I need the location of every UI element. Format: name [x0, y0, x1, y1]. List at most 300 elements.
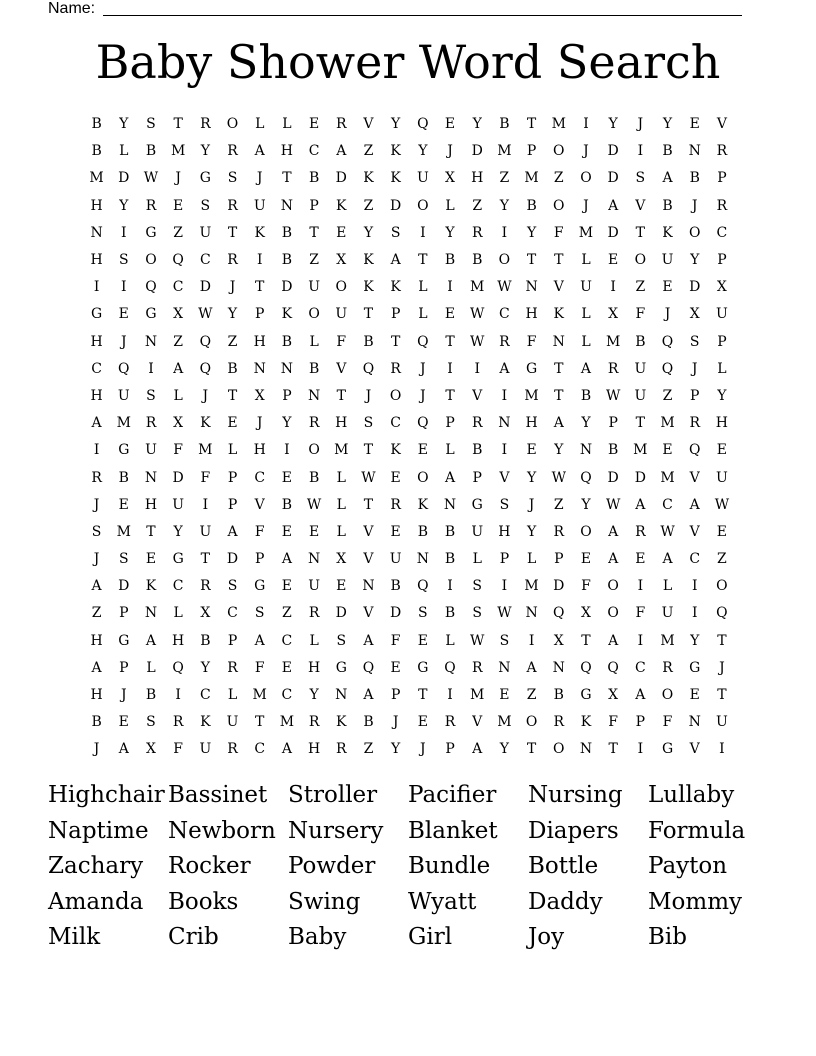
- grid-letter: Z: [91, 605, 102, 622]
- grid-letter: I: [719, 741, 725, 758]
- grid-letter: B: [145, 687, 157, 704]
- grid-letter: L: [173, 387, 183, 404]
- grid-letter: N: [552, 333, 565, 350]
- grid-letter: J: [93, 496, 100, 513]
- grid-row: [83, 492, 736, 519]
- grid-letter: F: [608, 714, 619, 731]
- grid-letter: B: [308, 360, 320, 377]
- word-list-item: Powder: [288, 853, 376, 880]
- grid-letter: Z: [717, 551, 727, 568]
- grid-letter: A: [526, 659, 537, 676]
- grid-letter: E: [390, 659, 401, 676]
- grid-letter: R: [227, 741, 238, 758]
- grid-letter: K: [200, 714, 211, 731]
- grid-letter: B: [499, 116, 510, 133]
- grid-letter: H: [172, 632, 185, 649]
- grid-letter: N: [552, 659, 565, 676]
- grid-letter: X: [145, 741, 156, 758]
- grid-letter: P: [608, 415, 618, 432]
- grid-letter: N: [579, 442, 593, 459]
- grid-letter: Z: [173, 224, 184, 241]
- grid-letter: T: [526, 741, 537, 758]
- grid-row: [83, 193, 736, 220]
- letter-grid: [83, 111, 736, 764]
- grid-letter: D: [634, 469, 646, 486]
- word-list-item: Lullaby: [648, 782, 735, 808]
- grid-row: [83, 220, 736, 247]
- grid-letter: I: [528, 632, 535, 649]
- grid-letter: G: [145, 224, 157, 241]
- grid-letter: C: [281, 687, 293, 704]
- grid-letter: E: [580, 551, 592, 568]
- grid-letter: N: [498, 415, 511, 432]
- grid-letter: D: [553, 578, 565, 595]
- grid-letter: T: [363, 306, 374, 323]
- word-list-item: Mommy: [648, 888, 743, 915]
- grid-letter: L: [282, 116, 292, 133]
- grid-letter: T: [418, 252, 428, 269]
- grid-letter: H: [253, 333, 266, 350]
- grid-letter: C: [199, 687, 211, 704]
- grid-letter: R: [336, 741, 347, 758]
- grid-letter: Q: [580, 659, 592, 676]
- grid-letter: Q: [607, 659, 619, 676]
- grid-letter: P: [717, 170, 727, 187]
- grid-letter: U: [634, 360, 647, 377]
- grid-letter: A: [254, 143, 265, 160]
- grid-letter: T: [445, 333, 455, 350]
- grid-letter: K: [363, 279, 374, 296]
- grid-letter: H: [280, 143, 294, 160]
- grid-row: [83, 573, 736, 600]
- grid-letter: J: [637, 116, 644, 133]
- grid-letter: H: [715, 415, 729, 432]
- grid-letter: I: [691, 578, 698, 595]
- grid-letter: B: [526, 197, 537, 214]
- grid-letter: O: [553, 741, 565, 758]
- grid-letter: E: [281, 469, 293, 486]
- grid-letter: D: [607, 469, 619, 486]
- grid-letter: A: [173, 360, 184, 377]
- grid-letter: U: [716, 469, 728, 486]
- grid-letter: A: [472, 741, 483, 758]
- grid-letter: C: [308, 143, 320, 160]
- grid-letter: D: [226, 551, 239, 568]
- grid-letter: B: [444, 551, 456, 568]
- grid-letter: R: [91, 469, 102, 486]
- grid-row: [83, 600, 736, 627]
- grid-letter: Y: [200, 659, 210, 676]
- grid-letter: M: [524, 170, 539, 187]
- grid-letter: O: [634, 252, 647, 269]
- word-list-item: Blanket: [408, 817, 498, 844]
- grid-letter: G: [580, 687, 592, 704]
- grid-letter: Q: [444, 659, 456, 676]
- grid-letter: T: [635, 224, 646, 241]
- grid-letter: B: [200, 632, 211, 649]
- grid-letter: Y: [282, 415, 292, 432]
- grid-letter: D: [118, 170, 130, 187]
- grid-letter: O: [335, 279, 348, 296]
- grid-letter: W: [660, 523, 675, 540]
- grid-letter: X: [608, 306, 619, 323]
- grid-letter: X: [336, 551, 347, 568]
- grid-letter: B: [227, 360, 238, 377]
- grid-letter: F: [254, 659, 265, 676]
- grid-letter: O: [688, 224, 701, 241]
- grid-letter: B: [417, 523, 428, 540]
- grid-letter: L: [717, 360, 727, 377]
- name-field[interactable]: [48, 0, 742, 18]
- grid-letter: S: [472, 605, 483, 622]
- grid-letter: V: [716, 116, 727, 133]
- grid-letter: J: [229, 279, 236, 296]
- grid-letter: E: [444, 306, 456, 323]
- grid-letter: K: [662, 224, 673, 241]
- grid-letter: T: [554, 360, 564, 377]
- grid-letter: I: [691, 605, 698, 622]
- grid-letter: J: [120, 687, 127, 704]
- grid-letter: C: [499, 306, 510, 323]
- grid-letter: Q: [199, 360, 212, 377]
- grid-letter: A: [689, 496, 700, 513]
- grid-letter: K: [145, 578, 157, 595]
- grid-letter: T: [173, 116, 183, 133]
- grid-letter: R: [607, 360, 619, 377]
- grid-row: [83, 655, 736, 682]
- grid-letter: Y: [173, 523, 183, 540]
- grid-letter: H: [90, 333, 103, 350]
- grid-letter: X: [200, 605, 211, 622]
- grid-letter: J: [691, 360, 698, 377]
- grid-letter: P: [227, 469, 238, 486]
- word-list-item: Girl: [408, 924, 453, 951]
- grid-letter: U: [253, 197, 266, 214]
- grid-letter: J: [256, 415, 263, 432]
- grid-letter: A: [281, 741, 292, 758]
- grid-row: [83, 709, 736, 736]
- grid-letter: E: [281, 523, 293, 540]
- grid-letter: K: [363, 252, 374, 269]
- word-list-item: Nursery: [288, 817, 384, 844]
- grid-letter: A: [608, 197, 619, 214]
- grid-letter: D: [199, 279, 211, 296]
- grid-letter: N: [144, 469, 158, 486]
- word-list-item: Bassinet: [168, 782, 268, 808]
- grid-letter: R: [471, 659, 483, 676]
- grid-letter: Y: [445, 224, 455, 241]
- grid-letter: A: [145, 632, 157, 649]
- grid-letter: G: [689, 659, 701, 676]
- grid-row: [83, 464, 736, 491]
- grid-row: [83, 274, 736, 301]
- grid-letter: Y: [391, 116, 401, 133]
- word-list-item: Wyatt: [408, 888, 477, 915]
- grid-letter: L: [255, 116, 265, 133]
- grid-letter: W: [714, 496, 730, 513]
- grid-letter: L: [309, 333, 319, 350]
- grid-letter: J: [365, 387, 372, 404]
- grid-letter: E: [281, 659, 293, 676]
- grid-letter: Q: [417, 333, 429, 350]
- grid-letter: S: [200, 197, 211, 214]
- grid-letter: T: [227, 224, 238, 241]
- grid-letter: W: [551, 469, 566, 486]
- word-list-item: Joy: [528, 924, 565, 951]
- grid-letter: U: [199, 523, 212, 540]
- word-list-item: Daddy: [528, 888, 603, 915]
- grid-letter: P: [282, 387, 292, 404]
- grid-letter: M: [470, 279, 485, 296]
- grid-letter: C: [172, 279, 184, 296]
- grid-letter: L: [336, 469, 346, 486]
- word-list-item: Amanda: [48, 888, 144, 915]
- grid-letter: T: [146, 523, 156, 540]
- grid-row: [83, 356, 736, 383]
- grid-letter: R: [716, 143, 728, 160]
- grid-letter: E: [390, 523, 401, 540]
- grid-letter: Y: [391, 741, 401, 758]
- grid-letter: R: [471, 224, 483, 241]
- grid-letter: T: [363, 496, 374, 513]
- grid-letter: E: [227, 415, 238, 432]
- grid-letter: O: [525, 714, 538, 731]
- grid-letter: L: [146, 659, 156, 676]
- grid-letter: O: [417, 469, 429, 486]
- grid-letter: L: [336, 523, 346, 540]
- grid-letter: P: [717, 333, 727, 350]
- grid-letter: Y: [554, 442, 564, 459]
- grid-letter: A: [363, 632, 374, 649]
- word-list-item: Milk: [48, 924, 101, 951]
- grid-letter: K: [336, 714, 347, 731]
- grid-letter: Y: [581, 415, 591, 432]
- grid-letter: W: [605, 496, 621, 513]
- grid-letter: Y: [499, 741, 510, 758]
- grid-letter: K: [390, 170, 401, 187]
- grid-letter: P: [554, 551, 564, 568]
- grid-letter: C: [254, 469, 266, 486]
- grid-letter: P: [119, 605, 129, 622]
- grid-letter: I: [610, 279, 616, 296]
- grid-letter: Q: [716, 605, 728, 622]
- grid-letter: L: [336, 496, 346, 513]
- grid-letter: V: [254, 496, 265, 513]
- grid-letter: Z: [282, 605, 292, 622]
- grid-letter: E: [689, 687, 700, 704]
- grid-letter: P: [717, 252, 727, 269]
- grid-letter: J: [420, 360, 426, 377]
- grid-letter: D: [607, 224, 619, 241]
- grid-letter: A: [444, 469, 456, 486]
- grid-letter: Y: [608, 116, 618, 133]
- grid-row: [83, 519, 736, 546]
- grid-letter: J: [583, 143, 589, 160]
- grid-letter: T: [363, 442, 374, 459]
- grid-letter: M: [660, 415, 675, 432]
- grid-letter: I: [447, 687, 453, 704]
- grid-letter: N: [688, 143, 701, 160]
- grid-letter: H: [90, 252, 103, 269]
- word-list-item: Formula: [648, 817, 746, 844]
- grid-letter: P: [635, 714, 646, 731]
- grid-letter: S: [118, 551, 129, 568]
- grid-letter: O: [145, 252, 157, 269]
- grid-letter: E: [526, 442, 537, 459]
- grid-letter: R: [471, 415, 483, 432]
- grid-letter: Q: [172, 659, 184, 676]
- grid-letter: A: [662, 170, 673, 187]
- grid-letter: F: [553, 224, 564, 241]
- grid-letter: N: [335, 687, 348, 704]
- grid-letter: Z: [472, 197, 483, 214]
- grid-letter: C: [634, 659, 646, 676]
- grid-letter: L: [472, 551, 482, 568]
- grid-letter: V: [553, 279, 564, 296]
- grid-letter: E: [635, 551, 646, 568]
- word-list-item: Pacifier: [408, 782, 497, 808]
- grid-letter: U: [308, 279, 320, 296]
- grid-letter: R: [553, 714, 565, 731]
- grid-letter: C: [689, 551, 701, 568]
- grid-letter: D: [335, 170, 347, 187]
- grid-letter: B: [91, 116, 102, 133]
- grid-letter: E: [336, 578, 347, 595]
- grid-letter: T: [200, 551, 211, 568]
- grid-letter: Z: [227, 333, 238, 350]
- grid-letter: E: [118, 306, 129, 323]
- grid-letter: K: [580, 714, 592, 731]
- grid-letter: V: [363, 523, 374, 540]
- grid-letter: A: [608, 523, 619, 540]
- grid-letter: M: [660, 632, 675, 649]
- grid-letter: R: [390, 360, 401, 377]
- grid-letter: Y: [717, 387, 727, 404]
- grid-letter: E: [417, 632, 428, 649]
- grid-letter: Y: [200, 143, 210, 160]
- grid-letter: O: [308, 442, 320, 459]
- grid-letter: N: [498, 659, 511, 676]
- grid-letter: T: [282, 170, 292, 187]
- grid-letter: I: [121, 224, 127, 241]
- grid-letter: Y: [499, 197, 510, 214]
- grid-letter: T: [255, 279, 265, 296]
- grid-letter: F: [635, 306, 646, 323]
- grid-letter: R: [390, 496, 401, 513]
- grid-letter: Z: [363, 741, 374, 758]
- grid-letter: E: [336, 224, 347, 241]
- grid-letter: D: [172, 469, 184, 486]
- grid-letter: Y: [119, 197, 129, 214]
- grid-letter: T: [608, 741, 618, 758]
- grid-letter: E: [716, 523, 728, 540]
- grid-letter: C: [716, 224, 728, 241]
- grid-letter: L: [418, 279, 428, 296]
- grid-letter: N: [144, 333, 158, 350]
- grid-letter: D: [390, 197, 402, 214]
- grid-letter: L: [445, 442, 455, 459]
- grid-letter: V: [472, 714, 483, 731]
- grid-letter: G: [199, 170, 211, 187]
- grid-letter: Z: [363, 143, 374, 160]
- grid-letter: J: [447, 143, 453, 160]
- grid-letter: Q: [661, 333, 674, 350]
- grid-letter: Q: [199, 333, 212, 350]
- grid-letter: T: [581, 632, 591, 649]
- grid-letter: G: [145, 306, 157, 323]
- grid-letter: E: [173, 197, 184, 214]
- grid-letter: Q: [417, 415, 429, 432]
- grid-letter: C: [199, 252, 211, 269]
- grid-letter: G: [471, 496, 483, 513]
- grid-letter: R: [444, 714, 456, 731]
- grid-letter: W: [306, 496, 322, 513]
- grid-letter: W: [361, 469, 376, 486]
- grid-letter: V: [635, 197, 646, 214]
- grid-letter: U: [117, 387, 130, 404]
- grid-row: [83, 736, 736, 763]
- name-underline: [103, 15, 742, 16]
- grid-letter: O: [607, 605, 619, 622]
- grid-letter: I: [93, 442, 100, 459]
- grid-letter: B: [91, 143, 102, 160]
- grid-letter: X: [608, 687, 619, 704]
- grid-letter: N: [525, 279, 538, 296]
- grid-letter: A: [281, 551, 292, 568]
- grid-letter: U: [661, 252, 674, 269]
- grid-letter: U: [226, 714, 239, 731]
- grid-letter: S: [635, 170, 646, 187]
- grid-letter: A: [635, 496, 646, 513]
- word-list: [48, 778, 768, 956]
- grid-letter: J: [719, 659, 725, 676]
- grid-letter: U: [580, 279, 592, 296]
- grid-letter: U: [416, 170, 429, 187]
- grid-letter: C: [91, 360, 102, 377]
- grid-letter: U: [634, 387, 647, 404]
- grid-letter: B: [390, 578, 401, 595]
- grid-letter: W: [470, 306, 485, 323]
- grid-letter: L: [227, 687, 238, 704]
- grid-letter: I: [637, 632, 644, 649]
- grid-letter: L: [581, 333, 591, 350]
- grid-letter: P: [390, 687, 401, 704]
- grid-letter: H: [307, 741, 321, 758]
- grid-row: [83, 383, 736, 410]
- grid-letter: A: [499, 360, 510, 377]
- grid-letter: E: [390, 469, 401, 486]
- grid-row: [83, 410, 736, 437]
- grid-letter: N: [443, 496, 457, 513]
- grid-letter: Y: [309, 687, 319, 704]
- grid-letter: Q: [417, 116, 429, 133]
- grid-letter: N: [280, 197, 294, 214]
- grid-letter: O: [580, 523, 592, 540]
- grid-letter: Q: [118, 360, 130, 377]
- grid-letter: X: [445, 170, 456, 187]
- grid-letter: Y: [581, 496, 591, 513]
- grid-row: [83, 165, 736, 192]
- grid-letter: R: [662, 659, 673, 676]
- grid-letter: N: [280, 360, 294, 377]
- grid-letter: E: [145, 551, 157, 568]
- grid-letter: V: [689, 469, 700, 486]
- grid-letter: O: [716, 578, 728, 595]
- grid-letter: V: [363, 551, 374, 568]
- grid-letter: Q: [362, 360, 375, 377]
- grid-letter: O: [553, 197, 565, 214]
- grid-letter: B: [662, 143, 673, 160]
